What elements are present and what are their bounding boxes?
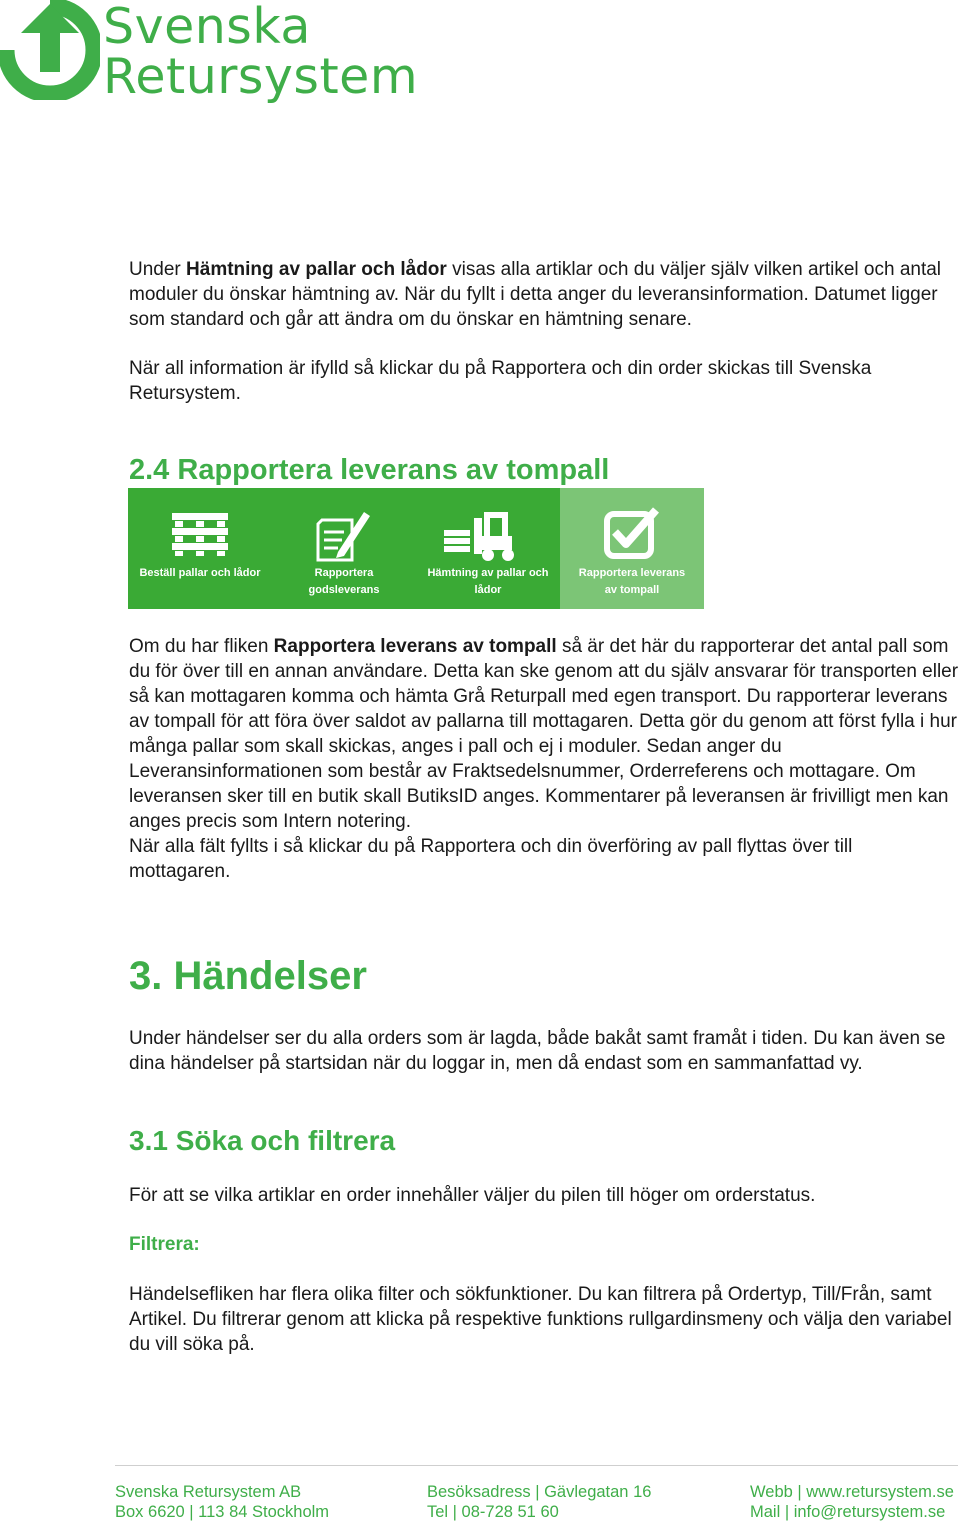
- tab-pickup[interactable]: [416, 488, 560, 609]
- intro-paragraph-1: Under Hämtning av pallar och lådor visas alla artiklar och du väljer själv vilken artikel och antal moduler du önskar hämtning av. När du fyllt i detta anger du leveransinformation. Datumet ligger som standard och går att ändra om du önskar en hämtning senare.: [129, 259, 942, 330]
- footer-visit-address: Besöksadress | Gävlegatan 16: [427, 1483, 652, 1501]
- tab-pickup-label-1: Hämtning av pallar och: [427, 567, 549, 579]
- intro-text: [129, 257, 959, 406]
- filter-paragraph: Händelsefliken har flera olika filter och sökfunktioner. Du kan filtrera på Ordertyp, Till/Från, samt Artikel. Du filtrerar genom att klicka på respektive funktions rullgardinsmeny och välja den variabel du vill söka på.: [129, 1284, 952, 1355]
- tab-report-empty-pallet-label-1: Rapportera leverans: [578, 567, 686, 579]
- tab-order-pallets[interactable]: [128, 488, 272, 609]
- section-3-1-body: [129, 1183, 959, 1208]
- section-3-paragraph: Under händelser ser du alla orders som är lagda, både bakåt samt framåt i tiden. Du kan även se dina händelser på startsidan när du loggar in, men då endast som en sammanfattad vy.: [129, 1028, 946, 1074]
- footer-company: [115, 1482, 329, 1522]
- section-3-1-paragraph: För att se vilka artiklar en order innehåller väljer du pilen till höger om orderstatus.: [129, 1185, 816, 1206]
- tab-report-delivery[interactable]: [272, 488, 416, 609]
- tab-pickup-label-2: lådor: [474, 584, 502, 596]
- tab-report-delivery-label-2: godsleverans: [308, 584, 380, 596]
- service-tabs: [128, 488, 704, 609]
- return-arrow-logo-icon: [0, 0, 100, 100]
- tab-report-empty-pallet-label-2: av tompall: [604, 584, 660, 596]
- section-2-4-heading: 2.4 Rapportera leverans av tompall: [129, 454, 610, 486]
- footer-mail-link[interactable]: Mail | info@retursystem.se: [750, 1503, 946, 1521]
- tab-order-pallets-label: Beställ pallar och lådor: [139, 567, 261, 579]
- section-3-body: [129, 1026, 959, 1076]
- pallet-stack-icon: [128, 488, 272, 609]
- tab-report-empty-pallet[interactable]: [560, 488, 704, 609]
- intro-bold-term: Hämtning av pallar och lådor: [186, 259, 447, 280]
- section-2-4-paragraph: Om du har fliken Rapportera leverans av tompall så är det här du rapporterar det antal pall som du för över till en annan användare. Detta kan ske genom att du själv ansvarar för transporten eller så kan mottagaren komma och hämta Grå Returpall med egen transport. Du rapporterar leverans av tompall för att föra över saldot av pallarna till mottagaren. Detta gör du genom att först fylla i hur många pallar som skall skickas, anges i pall och ej i moduler. Sedan anger du Leveransinformationen som består av Fraktsedelsnummer, Orderreferens och mottagare. Om leveransen sker till en butik skall ButiksID anges. Kommentarer på leveransen är frivilligt men kan anges precis som Intern notering.: [129, 636, 959, 832]
- footer-phone: Tel | 08-728 51 60: [427, 1503, 559, 1521]
- company-logo: [0, 0, 420, 110]
- section-2-4-body: [129, 634, 959, 884]
- section-3-1-heading: 3.1 Söka och filtrera: [129, 1125, 396, 1156]
- footer-divider: [115, 1465, 958, 1466]
- footer-visit: [427, 1482, 651, 1522]
- logo-word-svenska: Svenska: [103, 0, 311, 55]
- section-3-heading: 3. Händelser: [129, 954, 367, 998]
- section-2-4-paragraph-2: När alla fält fyllts i så klickar du på Rapportera och din överföring av pall flyttas över till mottagaren.: [129, 836, 853, 882]
- filter-body: [129, 1282, 959, 1357]
- footer-web-link[interactable]: Webb | www.retursystem.se: [750, 1483, 954, 1501]
- section-2-4-bold-term: Rapportera leverans av tompall: [273, 636, 557, 657]
- filter-subheading: Filtrera:: [129, 1234, 200, 1255]
- intro-paragraph-2: När all information är ifylld så klickar du på Rapportera och din order skickas till Svenska Retursystem.: [129, 358, 872, 404]
- footer-contact: [750, 1482, 954, 1522]
- footer-company-name: Svenska Retursystem AB: [115, 1483, 302, 1501]
- logo-word-retursystem: Retursystem: [103, 48, 419, 105]
- footer-postal-address: Box 6620 | 113 84 Stockholm: [115, 1503, 330, 1521]
- tab-report-delivery-label-1: Rapportera: [314, 567, 374, 579]
